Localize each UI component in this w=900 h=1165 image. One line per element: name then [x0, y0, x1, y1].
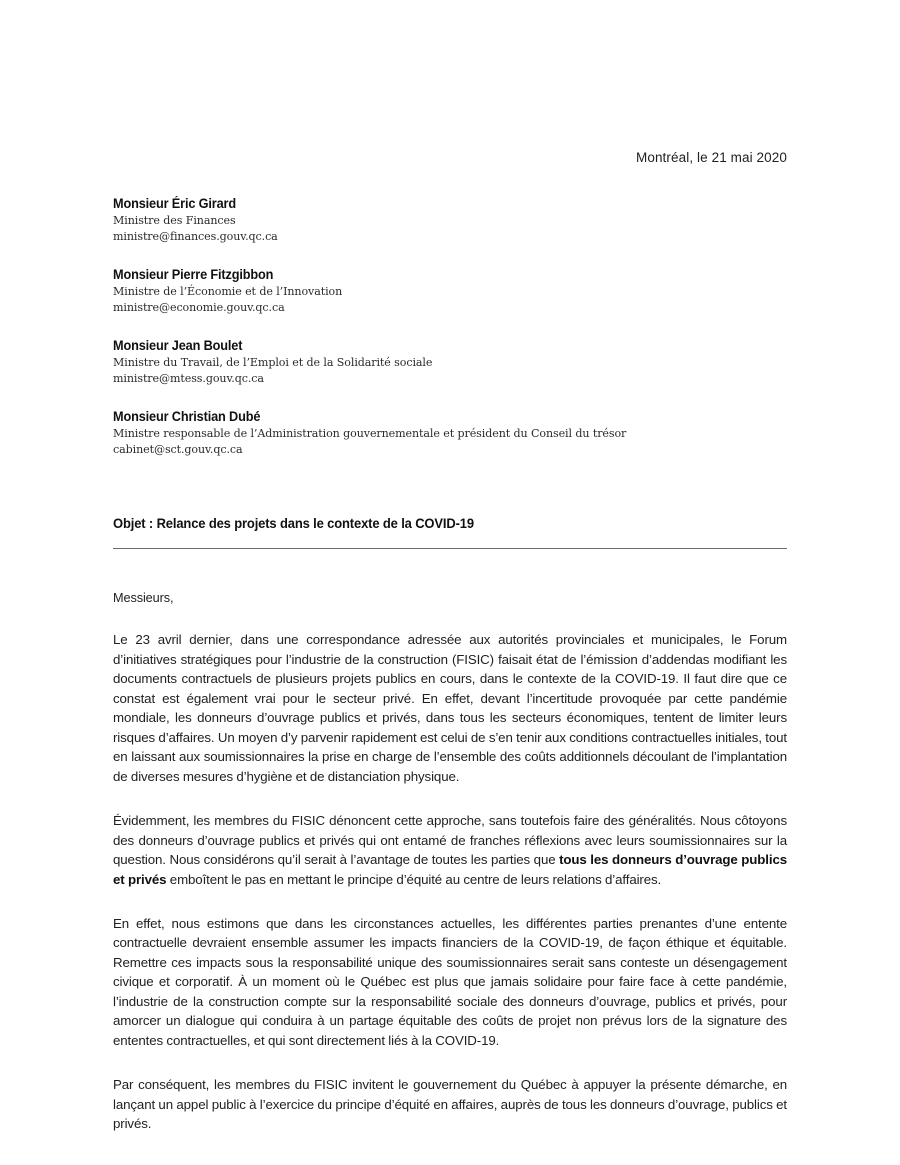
- recipient-email: ministre@finances.gouv.qc.ca: [113, 230, 278, 244]
- body-paragraph-3: En effet, nous estimons que dans les circonstances actuelles, les différentes parties prenantes d’une entente contractuelle devraient ensemble assumer les impacts financiers de la COVID-19, de façon éthique et équitable. Remettre ces impacts sous la responsabilité unique des soumissionnaires serait sans conteste un désengagement civique et corporatif. À un moment où le Québec est plus que jamais solidaire pour faire face à cette pandémie, l’industrie de la construction compte sur la responsabilité sociale des donneurs d’ouvrage, publics et privés, pour amorcer un dialogue qui conduira à un partage équitable des coûts de projet non prévus lors de la signature des ententes contractuelles, et qui sont directement liés à la COVID-19.: [113, 916, 787, 1048]
- recipient-email: ministre@economie.gouv.qc.ca: [113, 301, 285, 315]
- salutation: Messieurs,: [113, 590, 174, 606]
- letter-content: [113, 0, 787, 1134]
- body-paragraph-4: Par conséquent, les membres du FISIC invitent le gouvernement du Québec à appuyer la présente démarche, en lançant un appel public à l’exercice du principe d’équité en affaires, auprès de tous les donneurs d’ouvrage, publics et privés.: [113, 1077, 787, 1132]
- paragraph-2-text-after-emphasis: emboîtent le pas en mettant le principe d’équité au centre de leurs relations d’affaires.: [166, 871, 662, 887]
- horizontal-rule: [113, 548, 787, 549]
- paragraph-2-text-before-emphasis: Évidemment, les membres du FISIC dénoncent cette approche, sans toutefois faire des généralités. Nous côtoyons des donneurs d’ouvrage publics et privés qui ont entamé de franches réflexions avec leurs soumissionnaires sur la question. Nous considérons qu’il serait à l’avantage de toutes les parties que: [113, 813, 787, 868]
- body-paragraph-1: Le 23 avril dernier, dans une correspondance adressée aux autorités provinciales et municipales, le Forum d’initiatives stratégiques pour l’industrie de la construction (FISIC) faisait état de l’émission d’addendas modifiant les documents contractuels de plusieurs projets publics en cours, dans le contexte de la COVID-19. Il faut dire que ce constat est également vrai pour le secteur privé. En effet, devant l’incertitude provoquée par cette pandémie mondiale, les donneurs d’ouvrage publics et privés, dans tous les secteurs économiques, tentent de limiter leurs risques d’affaires. Un moyen d’y parvenir rapidement est celui de s’en tenir aux conditions contractuelles initiales, tout en laissant aux soumissionnaires la prise en charge de l’ensemble des coûts additionnels découlant de l’implantation de diverses mesures d’hygiène et de distanciation physique.: [113, 632, 787, 784]
- body-paragraph-2: [113, 811, 787, 889]
- subject-block: [113, 516, 787, 549]
- paragraph-2-emphasis: tous les donneurs d’ouvrage publics et privés: [113, 852, 787, 887]
- recipient-name: Monsieur Pierre Fitzgibbon: [113, 267, 274, 283]
- recipient-block: [113, 408, 787, 458]
- recipient-list: [113, 195, 787, 458]
- subject-line: Objet : Relance des projets dans le contexte de la COVID-19: [113, 516, 474, 532]
- recipient-name: Monsieur Jean Boulet: [113, 338, 243, 354]
- recipient-title: Ministre des Finances: [113, 214, 236, 228]
- recipient-block: [113, 195, 787, 245]
- recipient-title: Ministre du Travail, de l’Emploi et de la Solidarité sociale: [113, 356, 433, 370]
- letter-body: [113, 590, 787, 1133]
- recipient-name: Monsieur Christian Dubé: [113, 409, 261, 425]
- recipient-block: [113, 337, 787, 387]
- recipient-title: Ministre de l’Économie et de l’Innovation: [113, 285, 343, 299]
- date-line: Montréal, le 21 mai 2020: [636, 150, 787, 165]
- recipient-name: Monsieur Éric Girard: [113, 196, 236, 211]
- recipient-title: Ministre responsable de l’Administration gouvernementale et président du Conseil du trésor: [113, 427, 627, 441]
- recipient-email: ministre@mtess.gouv.qc.ca: [113, 372, 264, 386]
- recipient-block: [113, 266, 787, 316]
- recipient-email: cabinet@sct.gouv.qc.ca: [113, 443, 243, 457]
